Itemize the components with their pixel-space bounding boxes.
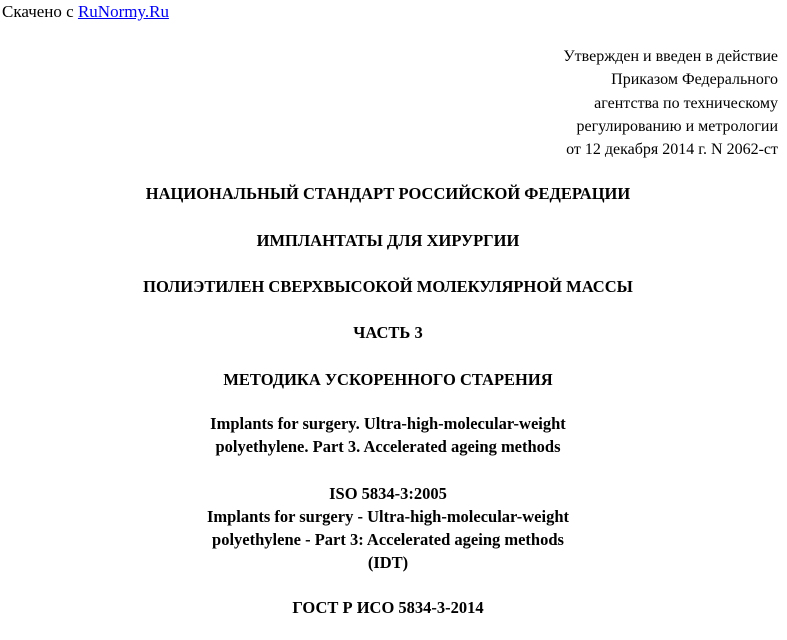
iso-reference-line: polyethylene - Part 3: Accelerated ageing methods — [212, 530, 564, 549]
document-subtitle: МЕТОДИКА УСКОРЕННОГО СТАРЕНИЯ — [223, 370, 553, 389]
approval-line: регулированию и метрологии — [576, 117, 778, 135]
approval-line: агентства по техническому — [594, 94, 778, 112]
approval-statement — [563, 45, 778, 161]
document-title-line-2: ПОЛИЭТИЛЕН СВЕРХВЫСОКОЙ МОЛЕКУЛЯРНОЙ МАССЫ — [143, 277, 633, 296]
approval-line: Приказом Федерального — [611, 71, 778, 89]
english-title — [0, 412, 776, 458]
approval-line: от 12 декабря 2014 г. N 2062-ст — [566, 141, 778, 159]
english-title-line: Implants for surgery. Ultra-high-molecular-weight — [210, 414, 566, 433]
iso-reference-line: (IDT) — [367, 553, 409, 572]
document-part-heading: ЧАСТЬ 3 — [353, 323, 423, 342]
iso-reference-line: ISO 5834-3:2005 — [329, 484, 447, 503]
english-title-line: polyethylene. Part 3. Accelerated ageing methods — [215, 437, 561, 456]
document-title-line-1: ИМПЛАНТАТЫ ДЛЯ ХИРУРГИИ — [256, 231, 520, 250]
gost-number: ГОСТ Р ИСО 5834-3-2014 — [292, 598, 484, 617]
iso-reference — [0, 482, 776, 574]
source-site-link[interactable]: RuNormy.Ru — [77, 2, 169, 21]
approval-line: Утвержден и введен в действие — [563, 48, 778, 65]
standard-type-heading: НАЦИОНАЛЬНЫЙ СТАНДАРТ РОССИЙСКОЙ ФЕДЕРАЦИИ — [145, 184, 631, 203]
download-source-prefix: Скачено с — [2, 2, 78, 21]
download-source-line — [2, 2, 169, 22]
iso-reference-line: Implants for surgery - Ultra-high-molecular-weight — [206, 507, 570, 526]
